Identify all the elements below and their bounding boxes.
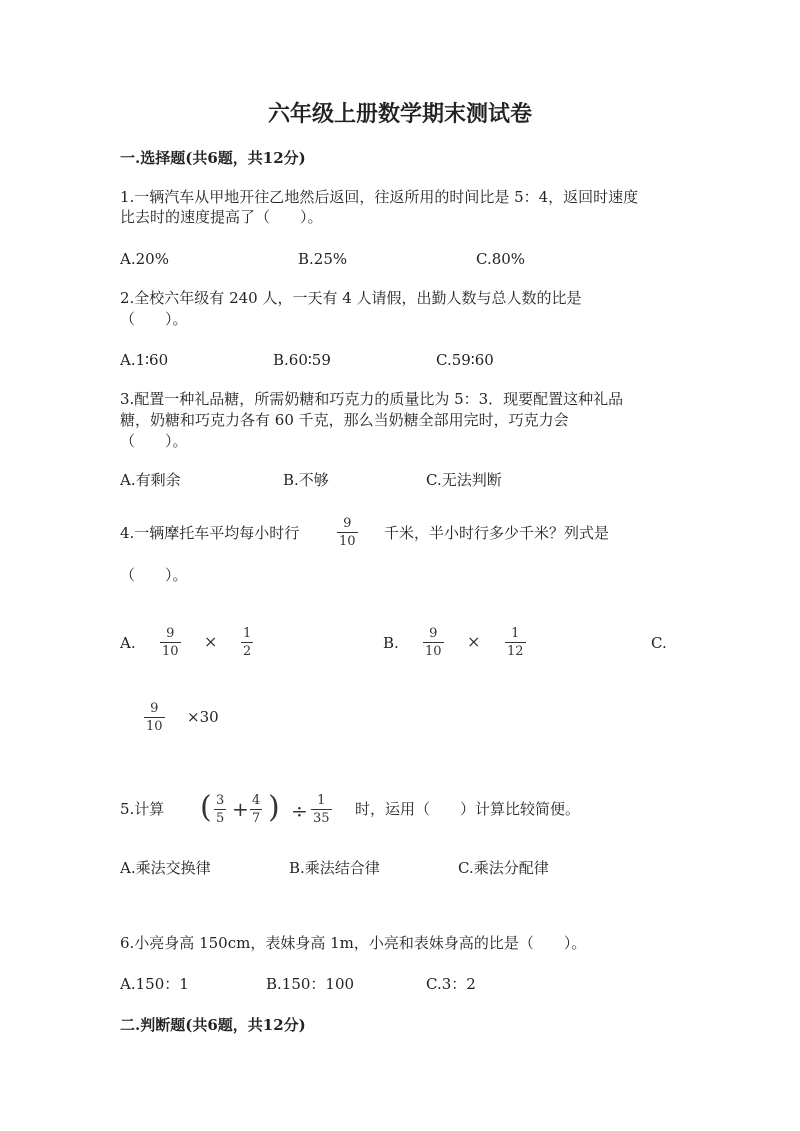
question-4-option-c-fraction — [144, 701, 165, 734]
question-6-option-b: B.150：100 — [266, 975, 355, 993]
fraction-numerator: 9 — [343, 516, 352, 531]
fraction-bar — [337, 532, 358, 533]
question-4-option-b-times: × — [467, 632, 481, 651]
question-1-option-a: A.20% — [120, 250, 169, 268]
fraction-denominator: 10 — [425, 644, 442, 659]
question-3-option-a: A.有剩余 — [120, 471, 181, 489]
page-title: 六年级上册数学期末测试卷 — [267, 101, 532, 127]
question-4-fraction — [337, 516, 358, 549]
fraction-bar — [311, 809, 332, 810]
fraction-numerator: 1 — [511, 626, 520, 641]
fraction-numerator: 9 — [150, 701, 159, 716]
fraction-denominator: 35 — [313, 811, 330, 826]
fraction-numerator: 4 — [252, 793, 261, 808]
question-5-left-paren: ( — [200, 790, 212, 825]
fraction-numerator: 1 — [317, 793, 326, 808]
fraction-bar — [241, 642, 253, 643]
question-4-option-b-label: B. — [383, 634, 399, 652]
question-5-divide: ÷ — [291, 799, 308, 823]
fraction-bar — [423, 642, 444, 643]
question-3-line-1: 3.配置一种礼品糖，所需奶糖和巧克力的质量比为 5：3．现要配置这种礼品 — [120, 390, 624, 408]
fraction-denominator: 10 — [162, 644, 179, 659]
question-5-fraction-2 — [250, 793, 262, 826]
question-2-option-c: C.59∶60 — [436, 351, 494, 369]
fraction-numerator: 1 — [243, 626, 252, 641]
question-1-option-c: C.80% — [476, 250, 526, 268]
fraction-denominator: 7 — [252, 811, 261, 826]
question-4-line-2: （ ）。 — [120, 566, 188, 584]
section-heading-judgement: 二.判断题(共6题，共12分) — [120, 1016, 306, 1034]
question-4-option-c-tail: ×30 — [187, 708, 219, 726]
question-5-option-b: B.乘法结合律 — [289, 859, 380, 877]
question-3-line-2: 糖，奶糖和巧克力各有 60 千克，那么当奶糖全部用完时，巧克力会 — [120, 411, 569, 429]
question-2-option-a: A.1∶60 — [120, 351, 169, 369]
question-4-option-a-times: × — [204, 632, 218, 651]
question-5-right-paren: ) — [268, 790, 280, 825]
question-4-option-c-label: C. — [651, 634, 667, 652]
question-1-line-2: 比去时的速度提高了（ ）。 — [120, 208, 323, 226]
fraction-denominator: 5 — [216, 811, 225, 826]
fraction-denominator: 10 — [146, 719, 163, 734]
fraction-denominator: 10 — [339, 534, 356, 549]
fraction-numerator: 9 — [166, 626, 175, 641]
fraction-numerator: 9 — [429, 626, 438, 641]
question-6-option-a: A.150：1 — [120, 975, 189, 993]
question-4-suffix: 千米，半小时行多少千米？列式是 — [384, 524, 610, 542]
question-1-line-1: 1.一辆汽车从甲地开往乙地然后返回，往返所用的时间比是 5：4，返回时速度 — [120, 188, 639, 206]
question-3-option-c: C.无法判断 — [426, 471, 502, 489]
question-4-option-a-fraction-1 — [160, 626, 181, 659]
question-6-line-1: 6.小亮身高 150cm，表妹身高 1m，小亮和表妹身高的比是（ ）。 — [120, 934, 587, 952]
question-2-line-1: 2.全校六年级有 240 人，一天有 4 人请假，出勤人数与总人数的比是 — [120, 289, 582, 307]
question-4-option-b-fraction-2 — [505, 626, 526, 659]
question-5-fraction-1 — [214, 793, 226, 826]
question-1-option-b: B.25% — [298, 250, 348, 268]
fraction-bar — [144, 717, 165, 718]
question-5-fraction-3 — [311, 793, 332, 826]
fraction-numerator: 3 — [216, 793, 225, 808]
question-2-line-2: （ ）。 — [120, 310, 188, 328]
fraction-bar — [250, 809, 262, 810]
question-6-option-c: C.3：2 — [426, 975, 476, 993]
question-4-option-a-fraction-2 — [241, 626, 253, 659]
fraction-bar — [505, 642, 526, 643]
fraction-bar — [214, 809, 226, 810]
question-5-plus: + — [232, 797, 249, 821]
question-5-option-c: C.乘法分配律 — [458, 859, 549, 877]
fraction-denominator: 12 — [507, 644, 524, 659]
question-5-prefix: 5.计算 — [120, 800, 165, 818]
question-4-option-a-label: A. — [120, 634, 136, 652]
question-3-line-3: （ ）。 — [120, 432, 188, 450]
question-4-option-b-fraction-1 — [423, 626, 444, 659]
fraction-denominator: 2 — [243, 644, 252, 659]
fraction-bar — [160, 642, 181, 643]
question-3-option-b: B.不够 — [283, 471, 329, 489]
question-2-option-b: B.60∶59 — [273, 351, 331, 369]
question-5-suffix: 时，运用（ ）计算比较简便。 — [355, 800, 581, 818]
question-4-prefix: 4.一辆摩托车平均每小时行 — [120, 524, 300, 542]
question-5-option-a: A.乘法交换律 — [120, 859, 211, 877]
section-heading-choice: 一.选择题(共6题，共12分) — [120, 149, 306, 167]
